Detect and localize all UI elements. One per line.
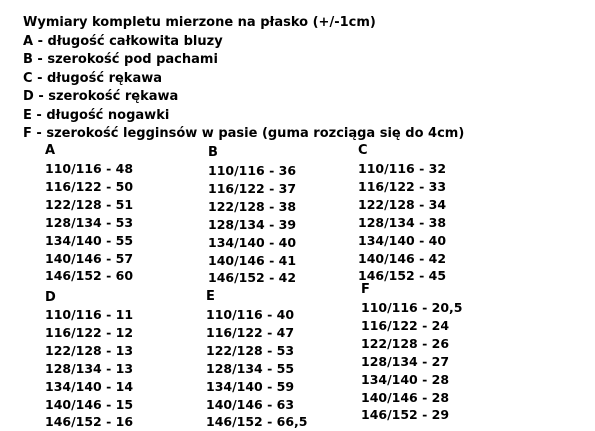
- size-list: [358, 160, 446, 285]
- size-row: 146/152 - 66,5: [206, 414, 308, 430]
- size-row: 122/128 - 38: [208, 198, 297, 214]
- size-list: [361, 299, 462, 424]
- group-letter: A: [45, 143, 56, 158]
- size-row: 110/116 - 11: [45, 307, 134, 322]
- size-row: 140/146 - 15: [45, 396, 134, 412]
- size-list: [45, 160, 133, 285]
- group-letter: C: [358, 143, 368, 158]
- group-letter: F: [361, 282, 370, 297]
- document-title: Wymiary kompletu mierzone na płasko (+/-1cm): [23, 15, 376, 30]
- group-letter: B: [208, 145, 218, 160]
- legend-item-f: F - szerokość legginsów w pasie (guma rozciąga się do 4cm): [23, 126, 465, 141]
- size-row: 140/146 - 41: [208, 252, 297, 268]
- size-row: 140/146 - 42: [358, 250, 447, 266]
- size-row: 110/116 - 48: [45, 161, 134, 176]
- size-row: 140/146 - 28: [361, 389, 450, 405]
- legend-item-a: A - długość całkowita bluzy: [23, 33, 223, 49]
- size-row: 140/146 - 63: [206, 396, 295, 412]
- group-letter: D: [45, 290, 56, 305]
- size-row: 128/134 - 53: [45, 214, 134, 230]
- size-row: 116/122 - 12: [45, 324, 134, 340]
- size-row: 122/128 - 51: [45, 196, 134, 212]
- size-row: 116/122 - 24: [361, 317, 450, 333]
- size-row: 122/128 - 34: [358, 196, 447, 212]
- size-row: 128/134 - 13: [45, 360, 134, 376]
- size-row: 146/152 - 16: [45, 414, 134, 430]
- size-list: [45, 306, 133, 431]
- size-row: 146/152 - 45: [358, 268, 447, 284]
- size-row: 116/122 - 37: [208, 180, 297, 196]
- size-row: 128/134 - 39: [208, 216, 297, 232]
- size-row: 122/128 - 13: [45, 342, 134, 358]
- group-letter: E: [206, 289, 215, 304]
- size-row: 134/140 - 55: [45, 232, 134, 248]
- size-row: 146/152 - 29: [361, 407, 450, 423]
- size-list: [208, 162, 296, 287]
- size-row: 146/152 - 42: [208, 270, 297, 286]
- legend-item-d: D - szerokość rękawa: [23, 89, 179, 104]
- size-row: 140/146 - 57: [45, 250, 134, 266]
- size-row: 128/134 - 38: [358, 214, 447, 230]
- size-row: 110/116 - 20,5: [361, 300, 463, 315]
- size-row: 110/116 - 36: [208, 163, 297, 178]
- size-row: 116/122 - 47: [206, 324, 295, 340]
- legend-item-e: E - długość nogawki: [23, 107, 170, 123]
- size-row: 134/140 - 40: [208, 234, 297, 250]
- legend-item-c: C - długość rękawa: [23, 70, 163, 86]
- size-row: 134/140 - 28: [361, 371, 450, 387]
- size-row: 134/140 - 14: [45, 378, 134, 394]
- size-row: 134/140 - 40: [358, 232, 447, 248]
- measurements-header: [23, 14, 588, 144]
- size-row: 110/116 - 32: [358, 161, 447, 176]
- size-list: [206, 306, 307, 431]
- size-row: 110/116 - 40: [206, 307, 295, 322]
- size-row: 116/122 - 50: [45, 178, 134, 194]
- size-row: 146/152 - 60: [45, 268, 134, 284]
- legend-item-b: B - szerokość pod pachami: [23, 52, 218, 67]
- size-row: 134/140 - 59: [206, 378, 295, 394]
- size-row: 116/122 - 33: [358, 178, 447, 194]
- size-row: 128/134 - 27: [361, 353, 450, 369]
- size-row: 122/128 - 26: [361, 335, 450, 351]
- size-row: 128/134 - 55: [206, 360, 295, 376]
- size-row: 122/128 - 53: [206, 342, 295, 358]
